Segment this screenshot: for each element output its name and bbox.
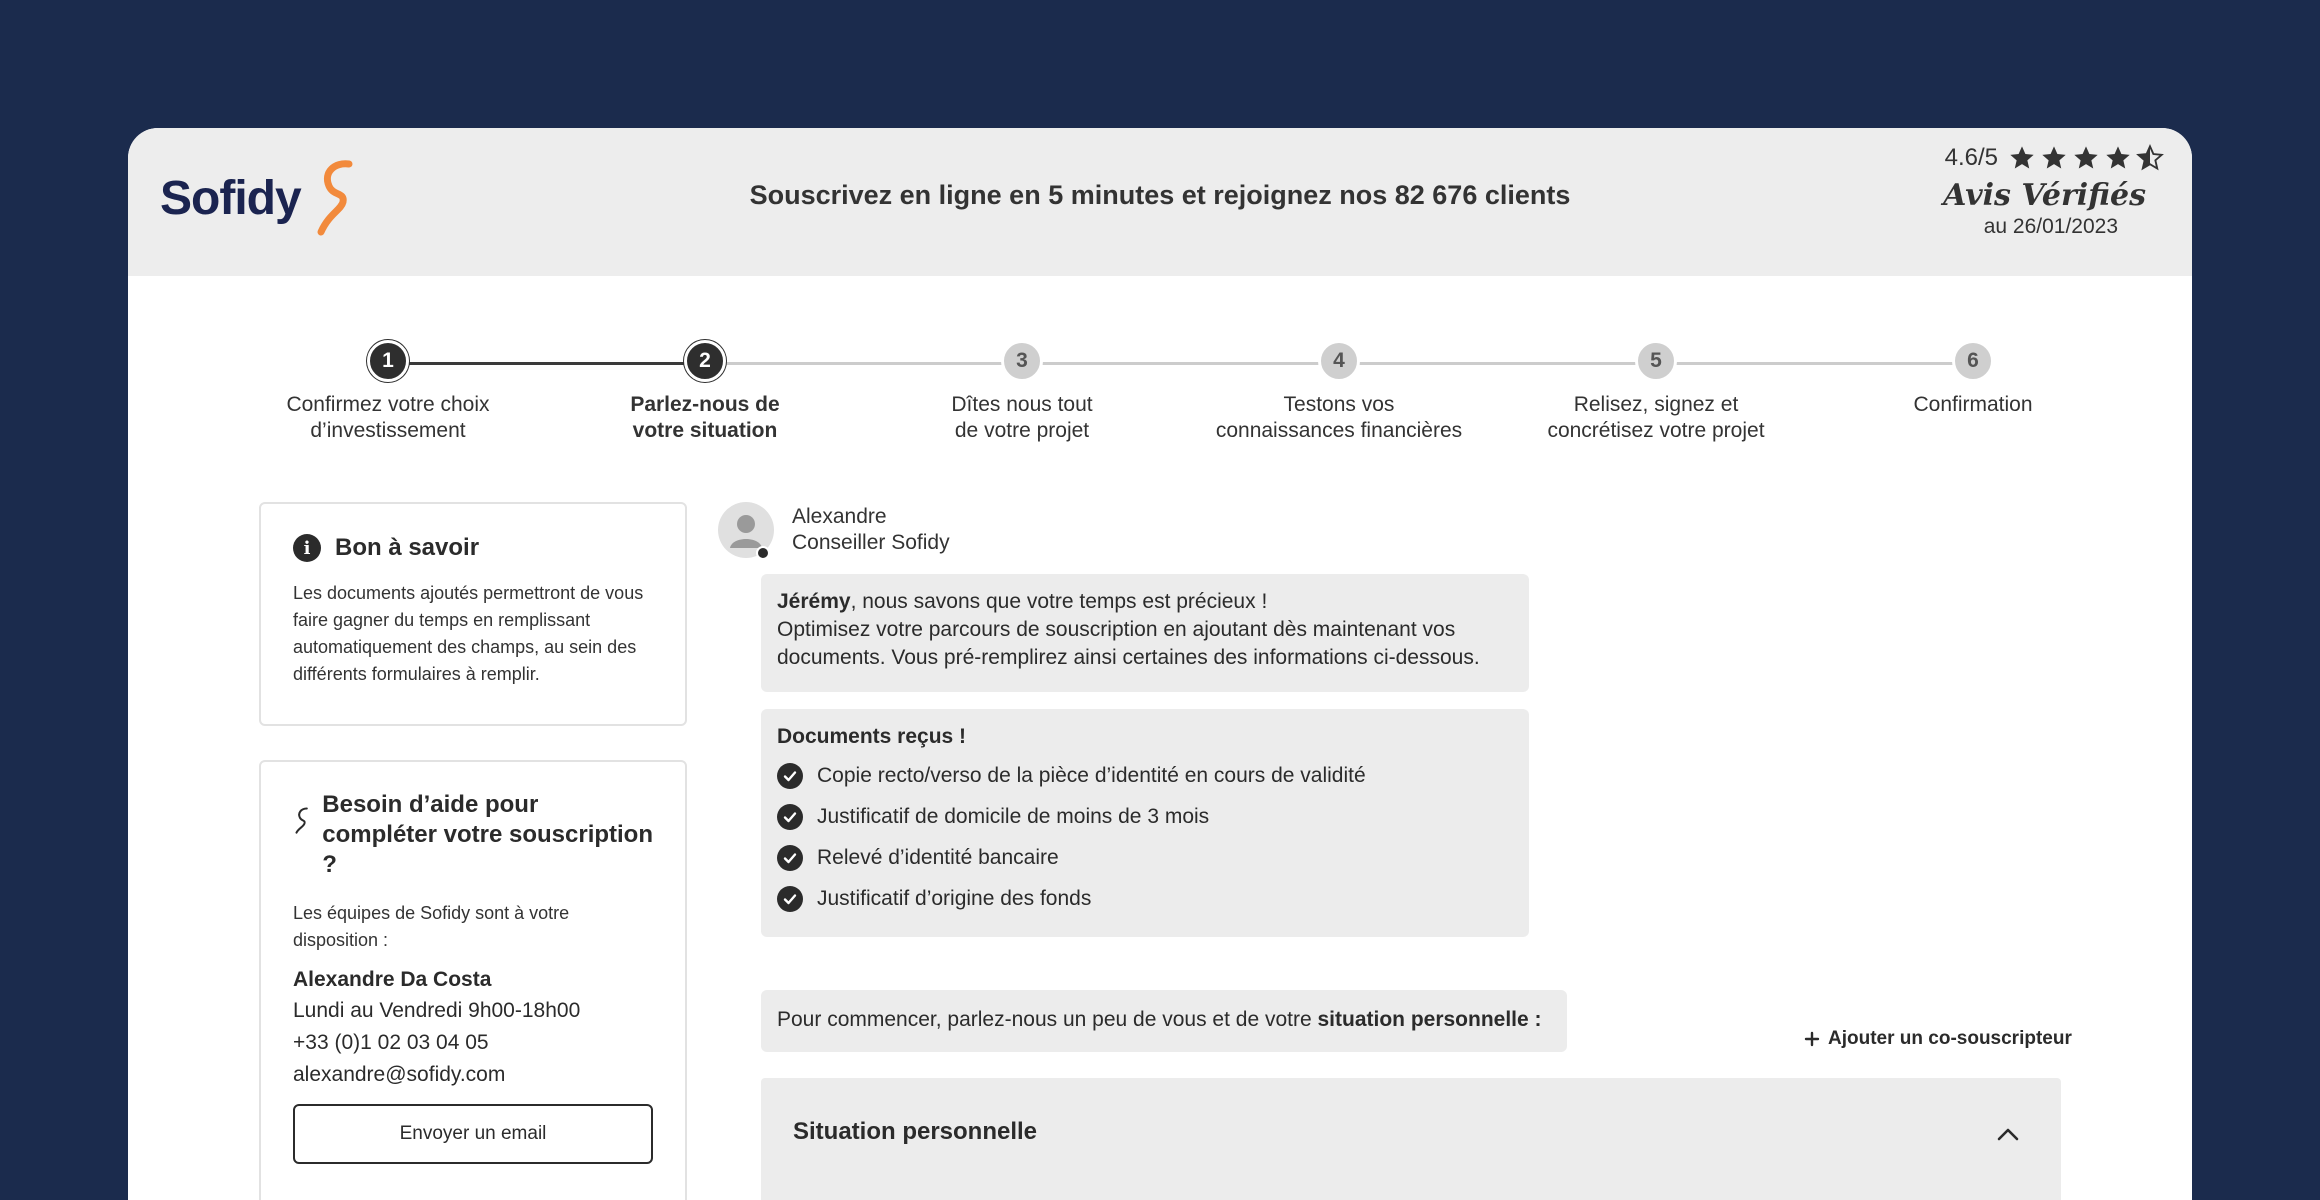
greeting-body: Optimisez votre parcours de souscription en ajoutant dès maintenant vos documents. Vous pré-remplirez ainsi certaines des informations ci-dessous. <box>777 618 1480 669</box>
step-number: 6 <box>1952 340 1994 382</box>
advisor-header <box>718 502 950 558</box>
step-1[interactable] <box>228 340 548 444</box>
advisor-name: Alexandre <box>792 505 887 528</box>
step-4[interactable] <box>1179 340 1499 444</box>
document-label: Justificatif d’origine des fonds <box>817 886 1092 910</box>
plus-icon <box>1804 1031 1820 1047</box>
help-card-title: Besoin d’aide pour compléter votre souscription ? <box>322 791 654 878</box>
help-card-subtitle: Les équipes de Sofidy sont à votre disposition : <box>293 903 570 950</box>
rating-brand: Avis Vérifiés <box>1943 178 2146 213</box>
step-6[interactable] <box>1813 340 2133 418</box>
greeting-line <box>777 588 1513 616</box>
info-card <box>259 502 687 726</box>
document-item <box>777 796 1513 837</box>
user-name: Jérémy <box>777 590 851 613</box>
document-label: Relevé d’identité bancaire <box>817 845 1059 869</box>
help-card-header <box>293 790 653 880</box>
message-greeting <box>761 574 1529 692</box>
add-cosubscriber-label: Ajouter un co-souscripteur <box>1828 1028 2072 1049</box>
online-status-dot <box>756 546 770 560</box>
step-number: 1 <box>367 340 409 382</box>
rating-score: 4.6/5 <box>1944 144 1998 171</box>
contact-hours: Lundi au Vendredi 9h00-18h00 <box>293 999 581 1022</box>
header-title: Souscrivez en ligne en 5 minutes et rejoignez nos 82 676 clients <box>749 180 1571 210</box>
star-icon <box>2104 144 2132 172</box>
logo-text: Sofidy <box>160 171 301 225</box>
star-icon <box>2008 144 2036 172</box>
document-item <box>777 755 1513 796</box>
add-cosubscriber-link[interactable] <box>1804 1028 2072 1050</box>
chevron-up-icon[interactable] <box>1995 1122 2021 1148</box>
start-bold-text: situation personnelle : <box>1317 1008 1542 1031</box>
step-label: Testons vos connaissances financières <box>1215 393 1463 442</box>
document-item <box>777 878 1513 919</box>
info-card-title: Bon à savoir <box>335 534 480 561</box>
start-text: Pour commencer, parlez-nous un peu de vous et de votre <box>777 1008 1318 1031</box>
rating-row <box>1924 144 2164 172</box>
advisor-info <box>792 504 950 556</box>
document-label: Copie recto/verso de la pièce d’identité en cours de validité <box>817 763 1366 787</box>
documents-title: Documents reçus ! <box>777 725 967 748</box>
step-number: 2 <box>684 340 726 382</box>
step-label: Confirmation <box>1913 393 2033 416</box>
step-label: Parlez-nous de votre situation <box>630 393 780 442</box>
contact-name: Alexandre Da Costa <box>293 968 492 991</box>
rating-widget[interactable] <box>1924 144 2164 239</box>
header <box>128 128 2192 276</box>
check-icon <box>777 804 803 830</box>
step-label: Dîtes nous tout de votre projet <box>951 393 1093 442</box>
check-icon <box>777 763 803 789</box>
step-label: Confirmez votre choix d’investissement <box>286 393 490 442</box>
star-half-icon <box>2136 144 2164 172</box>
step-3[interactable] <box>862 340 1182 444</box>
help-card <box>259 760 687 1200</box>
check-icon <box>777 886 803 912</box>
contact-email[interactable]: alexandre@sofidy.com <box>293 1063 506 1086</box>
contact-phone[interactable]: +33 (0)1 02 03 04 05 <box>293 1031 489 1054</box>
message-documents <box>761 709 1529 937</box>
subscription-window <box>128 128 2192 1200</box>
step-2[interactable] <box>545 340 865 444</box>
advisor-role: Conseiller Sofidy <box>792 531 950 554</box>
check-icon <box>777 845 803 871</box>
info-card-header <box>293 534 653 562</box>
rating-date: au 26/01/2023 <box>1983 215 2118 238</box>
document-label: Justificatif de domicile de moins de 3 mois <box>817 804 1210 828</box>
step-5[interactable] <box>1496 340 1816 444</box>
document-item <box>777 837 1513 878</box>
send-email-button[interactable]: Envoyer un email <box>293 1104 653 1164</box>
personal-situation-accordion[interactable] <box>761 1078 2061 1200</box>
info-card-text: Les documents ajoutés permettront de vous faire gagner du temps en remplissant automatiquement des champs, au sein des différents formulaires à remplir. <box>293 583 644 684</box>
progress-stepper <box>228 340 2128 450</box>
step-number: 4 <box>1318 340 1360 382</box>
accordion-title: Situation personnelle <box>793 1118 1038 1145</box>
message-start <box>761 990 1567 1052</box>
step-label: Relisez, signez et concrétisez votre projet <box>1547 393 1765 442</box>
info-icon: i <box>293 534 321 562</box>
step-number: 5 <box>1635 340 1677 382</box>
step-number: 3 <box>1001 340 1043 382</box>
star-icon <box>2040 144 2068 172</box>
sofidy-mark-icon <box>293 796 310 844</box>
star-icon <box>2072 144 2100 172</box>
greeting-rest: , nous savons que votre temps est précieux ! <box>850 590 1268 613</box>
